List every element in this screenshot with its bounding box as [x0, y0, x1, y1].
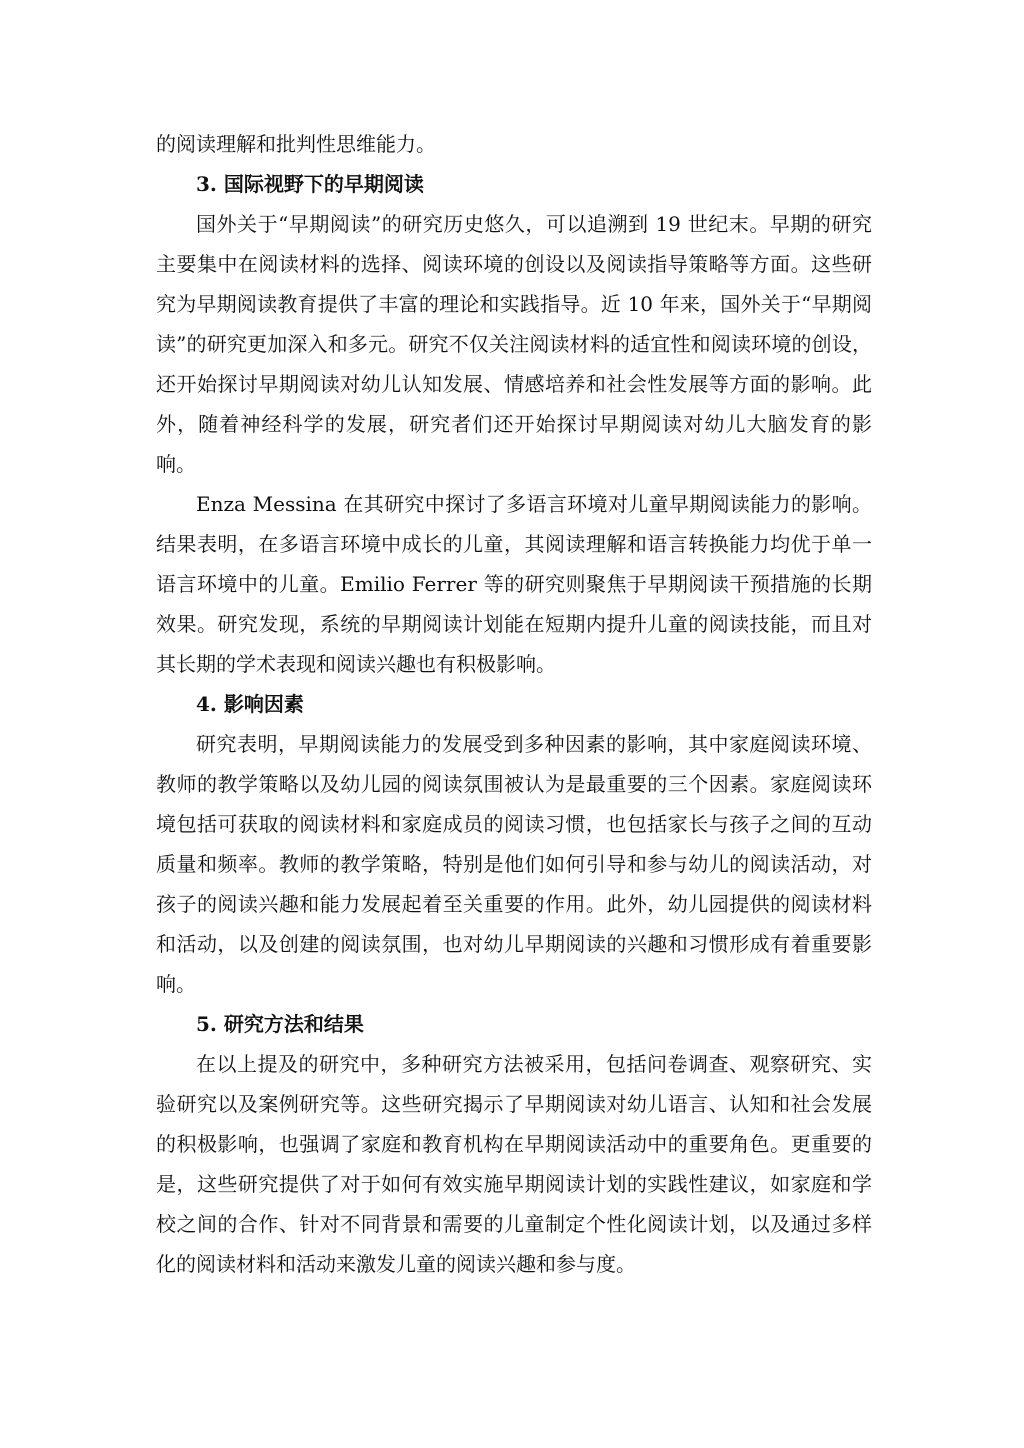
section-heading-methods-results: 5. 研究方法和结果: [196, 1012, 364, 1036]
paragraph-continuation: 的阅读理解和批判性思维能力。: [156, 132, 436, 156]
document-body: [156, 124, 872, 1284]
paragraph-methods-results: 在以上提及的研究中，多种研究方法被采用，包括问卷调查、观察研究、实验研究以及案例研究等。这些研究揭示了早期阅读对幼儿语言、认知和社会发展的积极影响，也强调了家庭和教育机构在早期阅读活动中的重要角色。更重要的是，这些研究提供了对于如何有效实施早期阅读计划的实践性建议，如家庭和学校之间的合作、针对不同背景和需要的儿童制定个性化阅读计划，以及通过多样化的阅读材料和活动来激发儿童的阅读兴趣和参与度。: [156, 1052, 872, 1276]
paragraph-influencing-factors: 研究表明，早期阅读能力的发展受到多种因素的影响，其中家庭阅读环境、教师的教学策略以及幼儿园的阅读氛围被认为是最重要的三个因素。家庭阅读环境包括可获取的阅读材料和家庭成员的阅读习惯，也包括家长与孩子之间的互动质量和频率。教师的教学策略，特别是他们如何引导和参与幼儿的阅读活动，对孩子的阅读兴趣和能力发展起着至关重要的作用。此外，幼儿园提供的阅读材料和活动，以及创建的阅读氛围，也对幼儿早期阅读的兴趣和习惯形成有着重要影响。: [156, 732, 872, 996]
section-heading-influencing-factors: 4. 影响因素: [196, 692, 304, 716]
section-heading-international-view: 3. 国际视野下的早期阅读: [196, 172, 424, 196]
paragraph-foreign-research-history: 国外关于“早期阅读”的研究历史悠久，可以追溯到 19 世纪末。早期的研究主要集中在阅读材料的选择、阅读环境的创设以及阅读指导策略等方面。这些研究为早期阅读教育提供了丰富的理论和实践指导。近 10 年来，国外关于“早期阅读”的研究更加深入和多元。研究不仅关注阅读材料的适宜性和阅读环境的创设，还开始探讨早期阅读对幼儿认知发展、情感培养和社会性发展等方面的影响。此外，随着神经科学的发展，研究者们还开始探讨早期阅读对幼儿大脑发育的影响。: [156, 212, 872, 476]
paragraph-multilingual-study: Enza Messina 在其研究中探讨了多语言环境对儿童早期阅读能力的影响。结果表明，在多语言环境中成长的儿童，其阅读理解和语言转换能力均优于单一语言环境中的儿童。Emilio Ferrer 等的研究则聚焦于早期阅读干预措施的长期效果。研究发现，系统的早期阅读计划能在短期内提升儿童的阅读技能，而且对其长期的学术表现和阅读兴趣也有积极影响。: [156, 492, 872, 676]
